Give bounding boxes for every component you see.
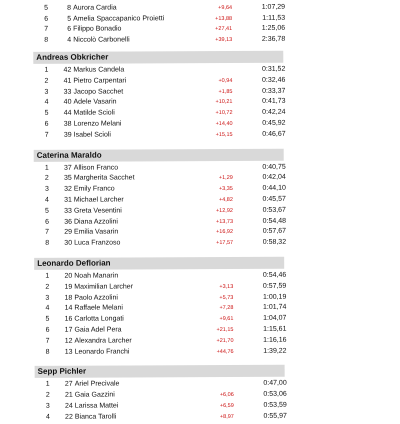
time-gap-cell: +13,88: [190, 14, 232, 25]
run-time-cell: 1:00,19: [246, 292, 286, 303]
run-time-cell: 1:07,29: [245, 3, 285, 14]
athlete-name-cell: Alexandra Larcher: [74, 336, 131, 347]
run-time-cell: 0:32,46: [245, 76, 285, 87]
run-time-cell: 0:58,32: [246, 238, 286, 249]
rank-cell: 7: [34, 131, 49, 142]
rank-cell: 1: [35, 380, 50, 391]
time-gap-cell: +39,13: [190, 35, 232, 46]
rank-cell: 6: [33, 14, 48, 25]
time-gap-cell: +10,21: [190, 97, 232, 108]
rank-cell: 8: [34, 239, 49, 250]
run-time-cell: 0:42,04: [246, 173, 286, 184]
result-row: [0, 34, 400, 47]
run-time-cell: 2:36,78: [245, 35, 285, 46]
athlete-name-cell: Luca Franzoso: [74, 239, 120, 250]
athlete-name-cell: Raffaele Melani: [74, 304, 123, 315]
athlete-name-cell: Matilde Scioli: [74, 109, 115, 120]
rank-cell: 3: [34, 185, 49, 196]
time-gap-cell: +7,28: [191, 303, 233, 314]
bib-number-cell: 5: [57, 14, 71, 25]
time-gap-cell: +6,59: [192, 401, 234, 412]
bib-number-cell: 13: [59, 347, 73, 358]
rank-cell: 2: [34, 174, 49, 185]
run-time-cell: 0:55,97: [247, 411, 287, 422]
bib-number-cell: 39: [58, 130, 72, 141]
athlete-name-cell: Margherita Sacchet: [74, 174, 135, 185]
rank-cell: 7: [33, 25, 48, 36]
time-gap-cell: +5,73: [191, 293, 233, 304]
athlete-name-cell: Aurora Cardia: [73, 3, 117, 14]
run-time-cell: 1:16,16: [246, 335, 286, 346]
bib-number-cell: 33: [58, 206, 72, 217]
run-time-cell: 0:53,06: [247, 390, 287, 401]
rank-cell: 3: [33, 87, 48, 98]
bib-number-cell: 40: [57, 98, 71, 109]
rank-cell: 8: [35, 347, 50, 358]
athlete-name-cell: Emilia Vasarin: [74, 228, 118, 239]
athlete-name-cell: Niccolò Carbonelli: [73, 36, 129, 47]
run-time-cell: 0:44,10: [246, 184, 286, 195]
athlete-name-cell: Greta Vesentini: [74, 206, 122, 217]
bib-number-cell: 4: [57, 36, 71, 47]
time-gap-cell: +6,06: [192, 390, 234, 401]
athlete-name-cell: Allison Franco: [74, 163, 118, 174]
time-gap-cell: +9,61: [191, 314, 233, 325]
bib-number-cell: 24: [59, 402, 73, 413]
athlete-name-cell: Gaia Gazzini: [75, 391, 115, 402]
athlete-name-cell: Jacopo Sacchet: [73, 87, 123, 98]
run-time-cell: 0:57,59: [246, 281, 286, 292]
rank-cell: 6: [34, 326, 49, 337]
time-gap-cell: +9,64: [190, 3, 232, 14]
run-time-cell: 0:31,52: [245, 65, 285, 76]
bib-number-cell: 27: [59, 380, 73, 391]
bib-number-cell: 41: [57, 76, 71, 87]
result-group: [1, 148, 400, 250]
time-gap-cell: +15,15: [191, 130, 233, 141]
athlete-name-cell: Larissa Mattei: [75, 401, 119, 412]
run-time-cell: 0:54,48: [246, 216, 286, 227]
time-gap-cell: +12,92: [191, 206, 233, 217]
bib-number-cell: 38: [58, 120, 72, 131]
run-time-cell: 0:40,75: [246, 162, 286, 173]
bib-number-cell: 44: [58, 109, 72, 120]
time-gap-cell: +1,85: [190, 87, 232, 98]
bib-number-cell: 6: [57, 25, 71, 36]
run-time-cell: 0:47,00: [247, 379, 287, 390]
result-row: [2, 346, 400, 359]
run-time-cell: 0:53,67: [246, 206, 286, 217]
bib-number-cell: 42: [57, 66, 71, 77]
athlete-name-cell: Isabel Scioli: [74, 130, 111, 141]
athlete-name-cell: Adele Vasarin: [73, 98, 116, 109]
rank-cell: 5: [33, 4, 48, 15]
rank-cell: 1: [33, 66, 48, 77]
run-time-cell: 1:25,06: [245, 24, 285, 35]
time-gap-cell: +44,76: [192, 346, 234, 357]
time-gap-cell: +1,29: [191, 173, 233, 184]
run-time-cell: 0:45,92: [246, 119, 286, 130]
rank-cell: 6: [34, 120, 49, 131]
time-gap-cell: +21,15: [191, 325, 233, 336]
bib-number-cell: 21: [59, 391, 73, 402]
athlete-name-cell: Noah Manarin: [74, 271, 118, 282]
bib-number-cell: 22: [59, 412, 73, 423]
rank-cell: 2: [35, 391, 50, 402]
rank-cell: 4: [34, 196, 49, 207]
time-gap-cell: +4,82: [191, 195, 233, 206]
athlete-name-cell: Amelia Spaccapanico Proietti: [73, 14, 164, 25]
bib-number-cell: 12: [58, 336, 72, 347]
result-group: [1, 256, 400, 358]
bib-number-cell: 30: [58, 239, 72, 250]
group-header: Caterina Maraldo: [34, 148, 284, 161]
bib-number-cell: 16: [58, 315, 72, 326]
rank-cell: 1: [34, 163, 49, 174]
run-time-cell: 0:42,24: [246, 108, 286, 119]
group-header: Leonardo Deflorian: [34, 257, 284, 270]
rank-cell: 1: [34, 272, 49, 283]
bib-number-cell: 18: [58, 293, 72, 304]
result-row: [1, 129, 400, 142]
athlete-name-cell: Ariel Precivale: [75, 380, 120, 391]
athlete-name-cell: Paolo Azzolini: [74, 293, 118, 304]
result-row: [1, 237, 400, 250]
rank-cell: 3: [34, 293, 49, 304]
run-time-cell: 1:01,74: [246, 303, 286, 314]
rank-cell: 7: [34, 228, 49, 239]
result-group: [0, 0, 400, 47]
run-time-cell: 1:04,07: [246, 314, 286, 325]
athlete-name-cell: Gaia Adel Pera: [74, 325, 121, 336]
run-time-cell: 0:57,67: [246, 227, 286, 238]
rank-cell: 4: [35, 412, 50, 423]
time-gap-cell: +13,73: [191, 217, 233, 228]
rank-cell: 6: [34, 217, 49, 228]
time-gap-cell: +8,97: [192, 412, 234, 423]
athlete-name-cell: Bianca Tarolli: [75, 412, 117, 423]
bib-number-cell: 20: [58, 272, 72, 283]
group-header: Sepp Pichler: [35, 365, 285, 378]
athlete-name-cell: Pietro Carpentari: [73, 76, 126, 87]
time-gap-cell: +27,41: [190, 24, 232, 35]
run-time-cell: 1:11,53: [245, 13, 285, 24]
bib-number-cell: 29: [58, 228, 72, 239]
rank-cell: 5: [34, 315, 49, 326]
bib-number-cell: 8: [57, 3, 71, 14]
time-gap-cell: +3,35: [191, 184, 233, 195]
athlete-name-cell: Diana Azzolini: [74, 217, 118, 228]
rank-cell: 4: [34, 304, 49, 315]
time-gap-cell: +0,94: [190, 76, 232, 87]
result-row: [2, 411, 400, 424]
group-header: Andreas Obkricher: [33, 51, 283, 64]
result-group: [0, 50, 400, 141]
bib-number-cell: 35: [58, 174, 72, 185]
time-gap-cell: +17,57: [191, 238, 233, 249]
bib-number-cell: 31: [58, 196, 72, 207]
athlete-name-cell: Lorenzo Melani: [74, 119, 122, 130]
athlete-name-cell: Filippo Bonadio: [73, 25, 121, 36]
athlete-name-cell: Maximilian Larcher: [74, 282, 133, 293]
bib-number-cell: 14: [58, 304, 72, 315]
rank-cell: 2: [34, 283, 49, 294]
time-gap-cell: +3,13: [191, 282, 233, 293]
rank-cell: 5: [34, 109, 49, 120]
rank-cell: 8: [33, 36, 48, 47]
bib-number-cell: 19: [58, 282, 72, 293]
rank-cell: 5: [34, 207, 49, 218]
bib-number-cell: 17: [58, 326, 72, 337]
rank-cell: 4: [33, 98, 48, 109]
athlete-name-cell: Michael Larcher: [74, 195, 124, 206]
run-time-cell: 1:15,61: [246, 325, 286, 336]
time-gap-cell: +14,40: [191, 119, 233, 130]
result-group: [2, 365, 400, 424]
bib-number-cell: 32: [58, 185, 72, 196]
athlete-name-cell: Emily Franco: [74, 185, 115, 196]
time-gap-cell: +10,72: [191, 108, 233, 119]
run-time-cell: 1:39,22: [247, 346, 287, 357]
bib-number-cell: 37: [58, 163, 72, 174]
run-time-cell: 0:33,37: [245, 86, 285, 97]
bib-number-cell: 33: [57, 87, 71, 98]
time-gap-cell: +16,92: [191, 227, 233, 238]
rank-cell: 2: [33, 77, 48, 88]
athlete-name-cell: Markus Candela: [73, 65, 124, 76]
bib-number-cell: 36: [58, 217, 72, 228]
rank-cell: 3: [35, 402, 50, 413]
athlete-name-cell: Carlotta Longati: [74, 315, 123, 326]
run-time-cell: 0:53,59: [247, 401, 287, 412]
run-time-cell: 0:41,73: [245, 97, 285, 108]
run-time-cell: 0:45,57: [246, 195, 286, 206]
run-time-cell: 0:46,67: [246, 130, 286, 141]
rank-cell: 7: [34, 337, 49, 348]
time-gap-cell: +21,70: [191, 336, 233, 347]
athlete-name-cell: Leonardo Franchi: [75, 347, 130, 358]
run-time-cell: 0:54,46: [246, 271, 286, 282]
